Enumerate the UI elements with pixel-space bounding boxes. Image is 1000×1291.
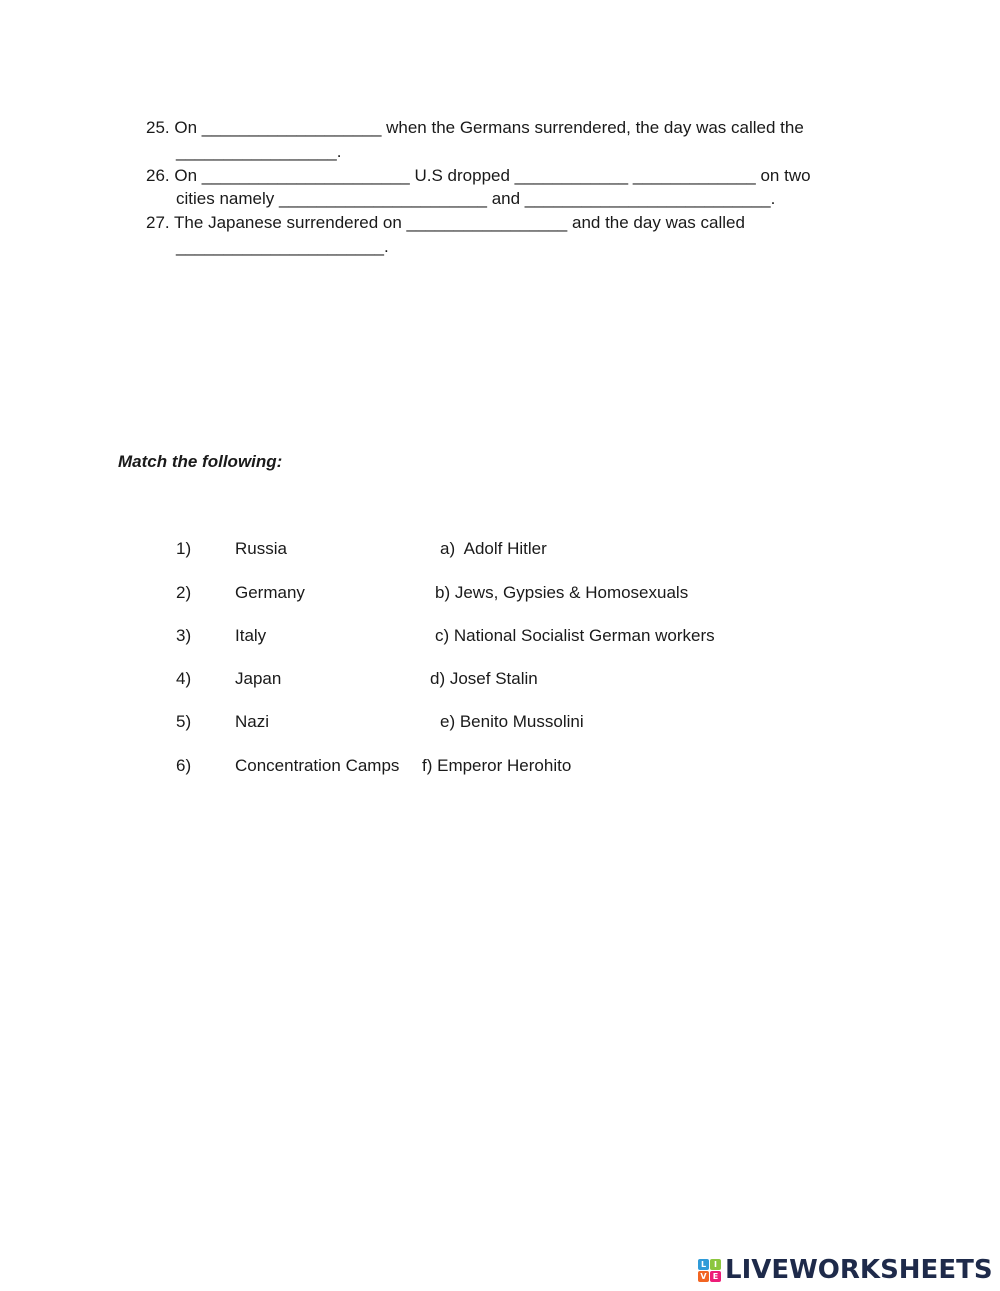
match-right-term: a) Adolf Hitler [440,539,547,558]
question-27-line-2: ______________________. [176,237,389,256]
match-right-term: b) Jews, Gypsies & Homosexuals [435,583,689,602]
logo-letter-i: I [710,1259,721,1270]
logo-text: LIVEWORKSHEETS [725,1255,993,1285]
match-section-title: Match the following: [118,452,283,471]
question-26-line-2: cities namely ______________________ and __________________________. [176,189,776,208]
match-right-term: e) Benito Mussolini [440,712,584,731]
logo-letter-e: E [710,1271,721,1282]
match-right-term: c) National Socialist German workers [435,626,715,645]
question-25-line-1: 25. On ___________________ when the Germans surrendered, the day was called the [146,118,804,137]
liveworksheets-logo [698,1254,993,1286]
match-number: 1) [176,539,192,558]
match-number: 2) [176,583,192,602]
match-right-term: d) Josef Stalin [430,669,538,688]
match-number: 3) [176,626,192,645]
match-left-term: Japan [235,669,282,688]
match-left-term: Concentration Camps [235,756,400,775]
logo-mark-icon [698,1259,721,1282]
match-number: 5) [176,712,192,731]
question-25-line-2: _________________. [176,142,342,161]
match-left-term: Nazi [235,712,270,731]
logo-letter-l: L [698,1259,709,1270]
match-left-term: Russia [235,539,287,558]
logo-letter-v: V [698,1271,709,1282]
match-left-term: Germany [235,583,305,602]
match-number: 6) [176,756,192,775]
match-left-term: Italy [235,626,267,645]
match-number: 4) [176,669,192,688]
question-26-line-1: 26. On ______________________ U.S dropped ____________ _____________ on two [146,166,811,185]
match-right-term: f) Emperor Herohito [422,756,572,775]
question-27-line-1: 27. The Japanese surrendered on _________________ and the day was called [146,213,745,232]
